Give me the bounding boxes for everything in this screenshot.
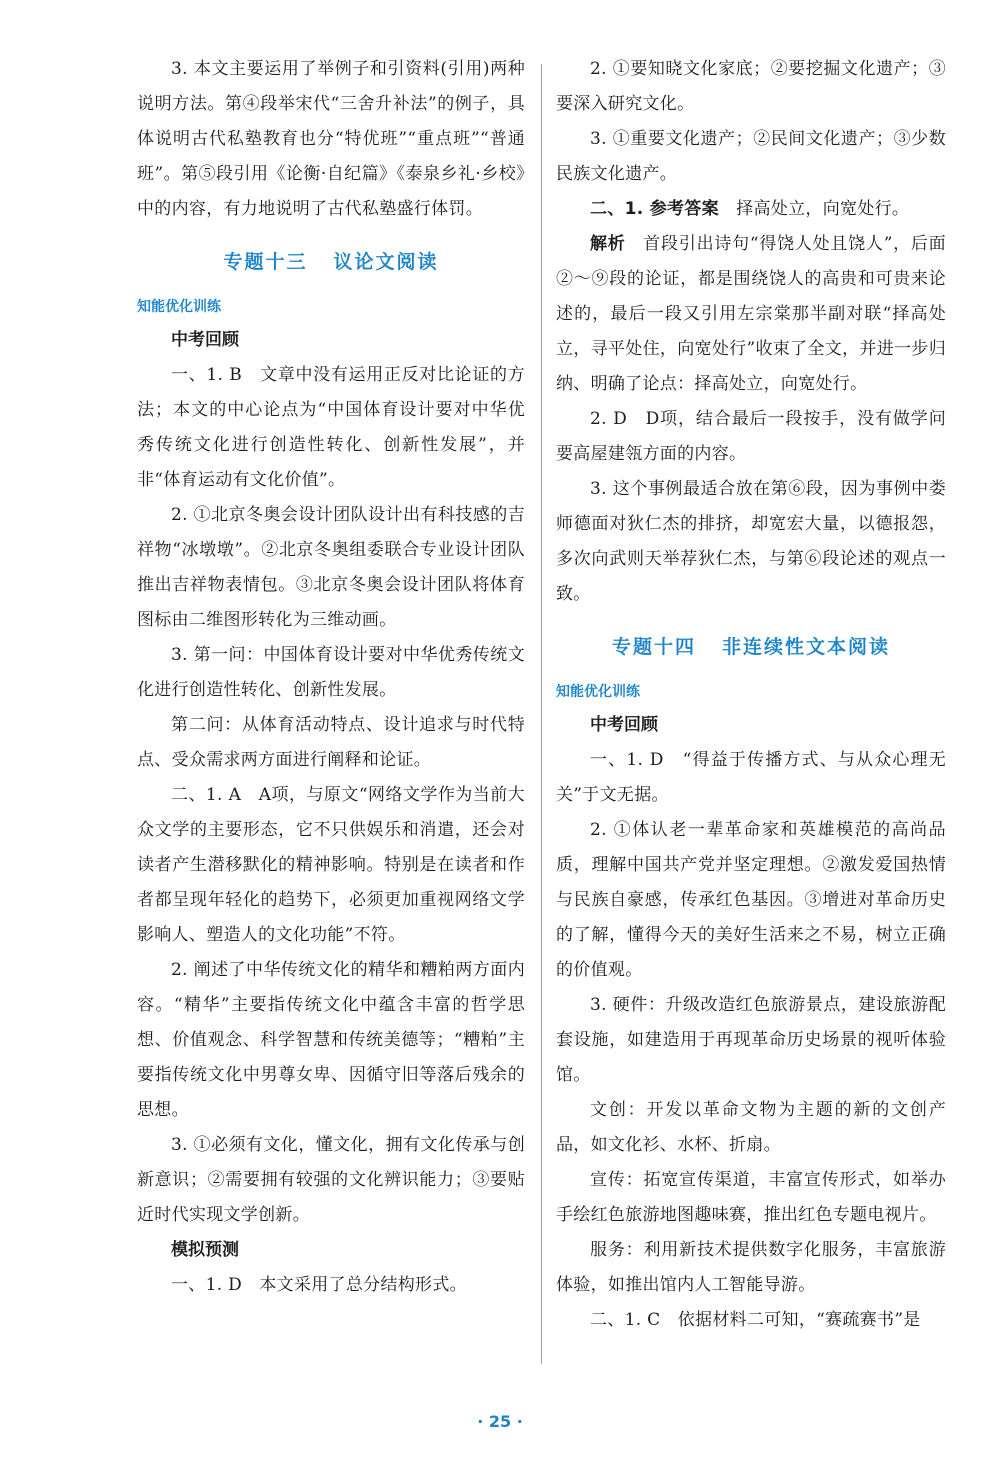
page-number: · 25 · — [477, 1412, 523, 1431]
section-number: 专题十四 — [611, 636, 696, 658]
answer-paragraph — [556, 227, 946, 402]
training-tag: 知能优化训练 — [137, 299, 221, 315]
section-heading-13 — [137, 243, 525, 281]
answer-paragraph: 二、1. C 依据材料二可知，“赛疏赛书”是 — [590, 1310, 921, 1330]
analysis-text: 首段引出诗句“得饶人处且饶人”，后面②～⑨段的论证，都是围绕饶人的高贵和可贵来论述的，最后一段又引用左宗棠那半副对联“择高处立，寻平处住，向宽处行”收束了全文，并进一步归纳、明确了论点：择高处立，向宽处行。 — [556, 234, 946, 394]
section-heading-14 — [556, 628, 946, 666]
answer-paragraph: 3. 本文主要运用了举例子和引资料(引用)两种说明方法。第④段举宋代“三舍升补法”的例子，具体说明古代私塾教育也分“特优班”“重点班”“普通班”。第⑤段引用《论衡·自纪篇》《泰泉乡礼·乡校》中的内容，有力地说明了古代私塾盛行体罚。 — [137, 59, 525, 219]
subsection-heading: 中考回顾 — [171, 330, 239, 350]
answer-paragraph: 2. ①要知晓文化家底；②要挖掘文化遗产；③要深入研究文化。 — [556, 59, 946, 114]
training-tag: 知能优化训练 — [556, 684, 640, 700]
answer-paragraph: 宣传：拓宽宣传渠道，丰富宣传形式，如举办手绘红色旅游地图趣味赛，推出红色专题电视片。 — [556, 1170, 946, 1225]
page-number-value: 25 — [488, 1412, 512, 1431]
section-title: 议论文阅读 — [333, 251, 439, 273]
answer-paragraph: 服务：利用新技术提供数字化服务，丰富旅游体验，如推出馆内人工智能导游。 — [556, 1240, 946, 1295]
analysis-label: 解析 — [590, 234, 626, 254]
section-number: 专题十三 — [223, 251, 308, 273]
answer-paragraph: 文创：开发以革命文物为主题的新的文创产品，如文化衫、水杯、折扇。 — [556, 1100, 946, 1155]
column-divider — [541, 64, 542, 1364]
right-column — [556, 52, 946, 1338]
answer-paragraph: 2. ①体认老一辈革命家和英雄模范的高尚品质，理解中国共产党并坚定理想。②激发爱国热情与民族自豪感，传承红色基因。③增进对革命历史的了解，懂得今天的美好生活来之不易，树立正确的价值观。 — [556, 820, 946, 980]
answer-paragraph: 3. ①重要文化遗产；②民间文化遗产；③少数民族文化遗产。 — [556, 129, 946, 184]
answer-paragraph: 2. D D项，结合最后一段按手，没有做学问要高屋建瓴方面的内容。 — [556, 409, 946, 464]
answer-paragraph: 一、1. D “得益于传播方式、与从众心理无关”于文无据。 — [556, 750, 946, 805]
answer-paragraph: 3. 第一问：中国体育设计要对中华优秀传统文化进行创造性转化、创新性发展。 — [137, 645, 525, 700]
answer-paragraph: 第二问：从体育活动特点、设计追求与时代特点、受众需求两方面进行阐释和论证。 — [137, 715, 525, 770]
answer-paragraph: 一、1. D 本文采用了总分结构形式。 — [171, 1275, 467, 1295]
answer-paragraph: 3. ①必须有文化，懂文化，拥有文化传承与创新意识；②需要拥有较强的文化辨识能力；③要贴近时代实现文学创新。 — [137, 1135, 525, 1225]
subsection-heading: 中考回顾 — [590, 715, 658, 735]
left-column — [137, 52, 525, 1303]
answer-label: 二、1. 参考答案 — [590, 199, 719, 219]
answer-paragraph: 2. 阐述了中华传统文化的精华和糟粕两方面内容。“精华”主要指传统文化中蕴含丰富的哲学思想、价值观念、科学智慧和传统美德等；“糟粕”主要指传统文化中男尊女卑、因循守旧等落后残余的思想。 — [137, 960, 525, 1120]
answer-paragraph: 3. 硬件：升级改造红色旅游景点，建设旅游配套设施，如建造用于再现革命历史场景的视听体验馆。 — [556, 995, 946, 1085]
answer-paragraph: 二、1. A A项，与原文“网络文学作为当前大众文学的主要形态，它不只供娱乐和消遣，还会对读者产生潜移默化的精神影响。特别是在读者和作者都呈现年轻化的趋势下，必须更加重视网络文学影响人、塑造人的文化功能”不符。 — [137, 785, 525, 945]
answer-paragraph: 3. 这个事例最适合放在第⑥段，因为事例中娄师德面对狄仁杰的排挤，却宽宏大量，以德报怨，多次向武则天举荐狄仁杰，与第⑥段论述的观点一致。 — [556, 479, 946, 604]
subsection-heading: 模拟预测 — [171, 1240, 239, 1260]
answer-text: 择高处立，向宽处行。 — [736, 199, 910, 219]
answer-paragraph — [556, 192, 946, 227]
answer-paragraph: 一、1. B 文章中没有运用正反对比论证的方法；本文的中心论点为“中国体育设计要对中华优秀传统文化进行创造性转化、创新性发展”，并非“体育运动有文化价值”。 — [137, 365, 525, 490]
answer-paragraph: 2. ①北京冬奥会设计团队设计出有科技感的吉祥物“冰墩墩”。②北京冬奥组委联合专业设计团队推出吉祥物表情包。③北京冬奥会设计团队将体育图标由二维图形转化为三维动画。 — [137, 505, 525, 630]
section-title: 非连续性文本阅读 — [722, 636, 891, 658]
